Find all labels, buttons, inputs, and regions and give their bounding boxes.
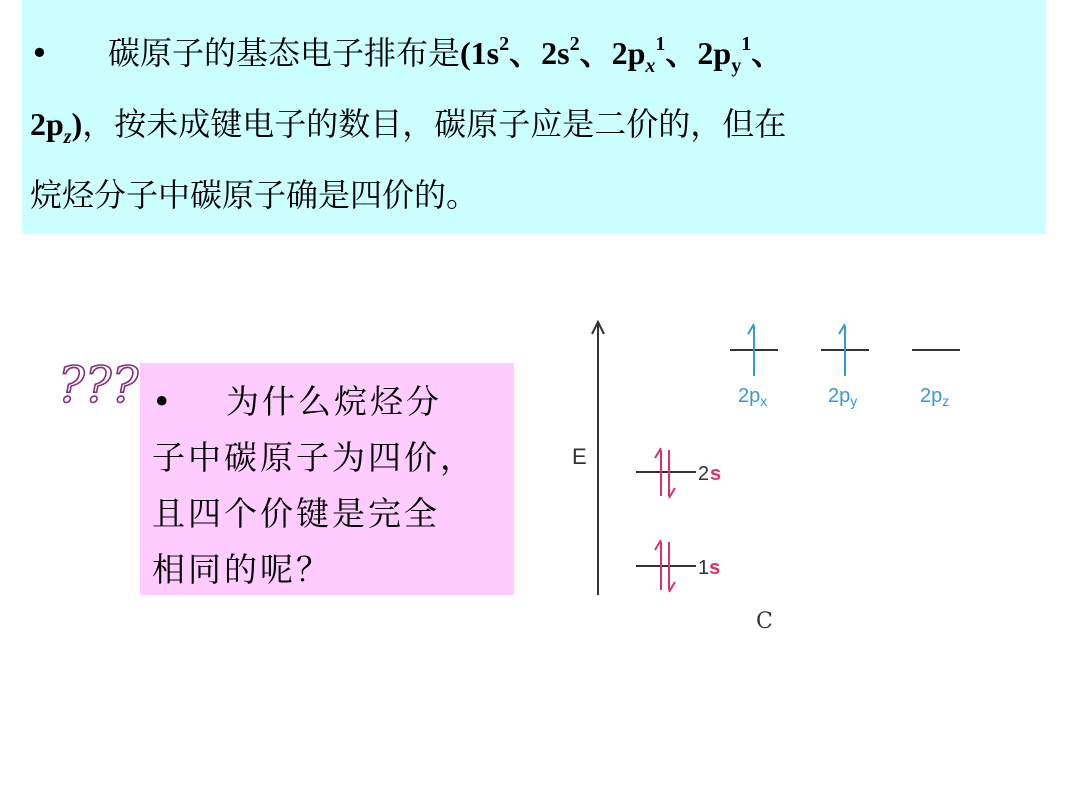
intro-text: 碳原子的基态电子排布是 — [108, 34, 461, 72]
orbital-2py-label: $2p_y$ — [828, 385, 858, 409]
energy-level-diagram — [560, 310, 980, 640]
intro-line-1 — [30, 18, 1030, 89]
question-line-4: 相同的呢？ — [152, 550, 332, 589]
orbital-2s-label: 2 — [698, 463, 710, 485]
question-line-2: 子中碳原子为四价， — [152, 438, 476, 477]
pz-config: $2p_z$) — [30, 106, 83, 148]
orbital-1s-label: 1s — [698, 557, 721, 579]
svg-text:???: ??? — [58, 356, 139, 414]
question-line-3: 且四个价键是完全 — [152, 494, 440, 533]
orbital-2px-label: $2p_x$ — [738, 385, 768, 409]
atom-label: C — [756, 609, 773, 634]
orbital-2pz-label: $2p_z$ — [920, 385, 950, 409]
intro-text-line2: ，按未成键电子的数目，碳原子应是二价的，但在 — [82, 105, 787, 143]
electron-configuration: ($1s^2$、$2s^2$、$2p_x^1$、$2p_y^1$、 — [460, 33, 784, 77]
bullet: • — [152, 382, 172, 421]
intro-line-3: 烷烃分子中碳原子确是四价的。 — [30, 176, 479, 214]
question-text — [152, 374, 508, 598]
intro-paragraph — [30, 18, 1030, 231]
intro-line-2 — [30, 89, 1030, 160]
bullet: • — [30, 34, 49, 72]
svg-text:s: s — [710, 463, 722, 485]
energy-axis-label: E — [572, 444, 587, 469]
question-line-1: 为什么烷烃分 — [226, 382, 442, 421]
